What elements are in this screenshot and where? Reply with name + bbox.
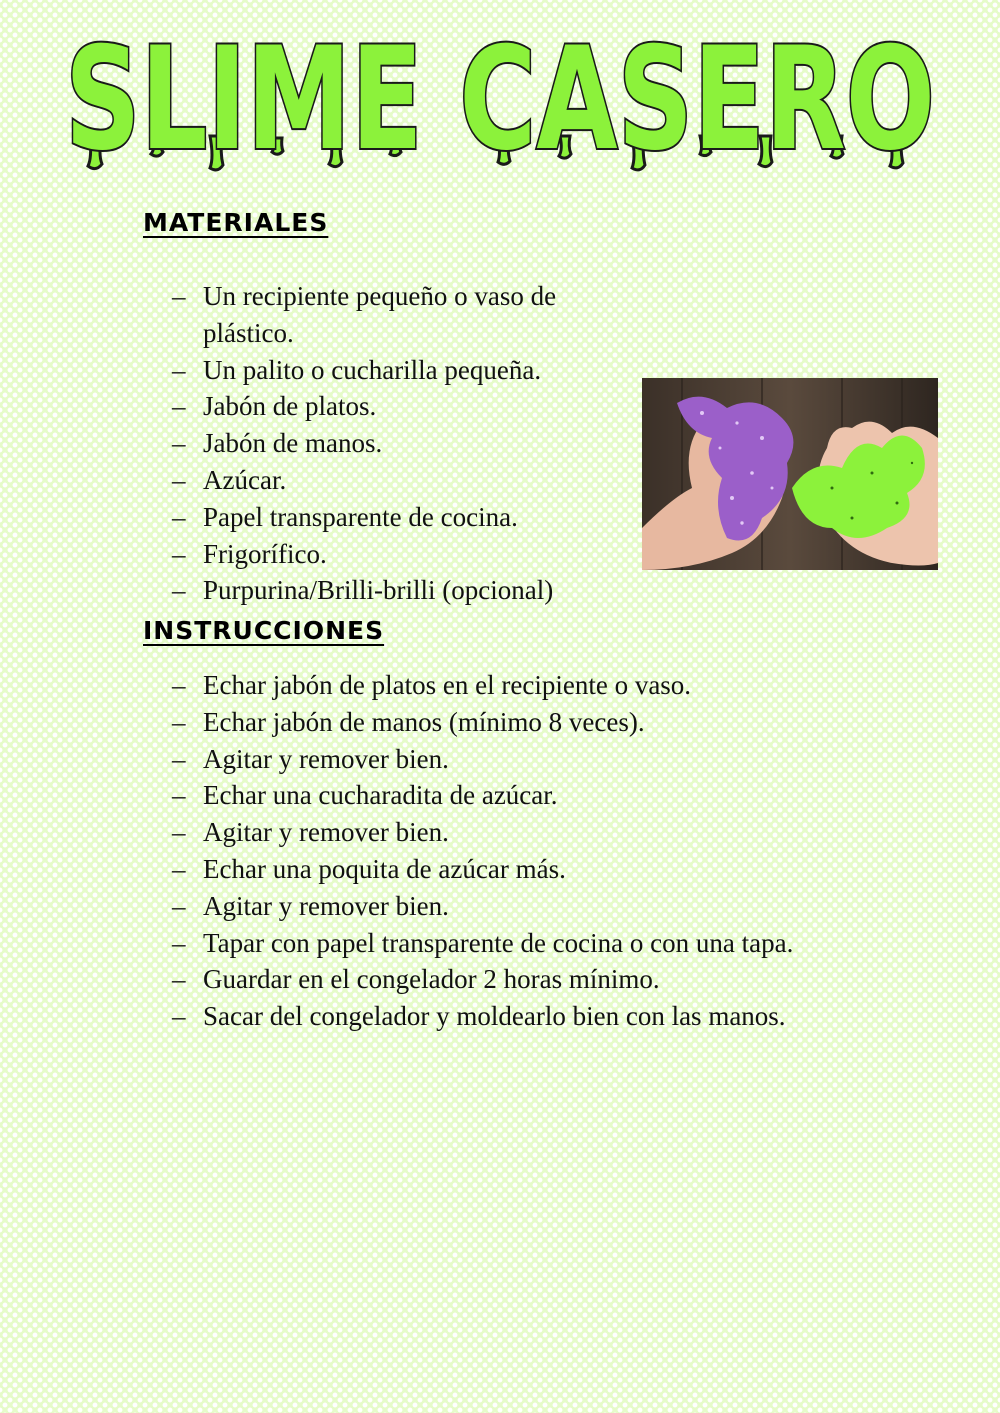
- list-item: – Un palito o cucharilla pequeña.: [172, 352, 632, 389]
- list-item: – Azúcar.: [172, 462, 632, 499]
- slime-hands-photo: [642, 378, 938, 570]
- list-item: – Guardar en el congelador 2 horas mínimo.: [172, 961, 872, 998]
- list-item: – Echar una cucharadita de azúcar.: [172, 777, 872, 814]
- instrucciones-list: [172, 667, 872, 1035]
- list-item: – Frigorífico.: [172, 536, 632, 573]
- list-item: – Echar jabón de manos (mínimo 8 veces).: [172, 704, 872, 741]
- list-item: – Jabón de manos.: [172, 425, 632, 462]
- list-item: – Tapar con papel transparente de cocina o con una tapa.: [172, 925, 872, 962]
- list-item: – Jabón de platos.: [172, 388, 632, 425]
- list-item: – Sacar del congelador y moldearlo bien con las manos.: [172, 998, 872, 1035]
- page-title: [60, 18, 940, 178]
- list-item: – Echar una poquita de azúcar más.: [172, 851, 872, 888]
- list-item: – Agitar y remover bien.: [172, 814, 872, 851]
- list-item: – Purpurina/Brilli-brilli (opcional): [172, 572, 632, 609]
- list-item: – Agitar y remover bien.: [172, 888, 872, 925]
- materiales-list: [172, 278, 632, 609]
- list-item: – Echar jabón de platos en el recipiente o vaso.: [172, 667, 872, 704]
- instrucciones-heading: INSTRUCCIONES: [143, 616, 385, 645]
- title-text: SLIME CASERO: [65, 18, 935, 178]
- slime-title-graphic: [60, 18, 940, 178]
- materiales-heading: MATERIALES: [143, 208, 329, 237]
- list-item: – Agitar y remover bien.: [172, 741, 872, 778]
- slime-photo-illustration: [642, 378, 938, 570]
- list-item: – Un recipiente pequeño o vaso de plástico.: [172, 278, 632, 352]
- list-item: – Papel transparente de cocina.: [172, 499, 632, 536]
